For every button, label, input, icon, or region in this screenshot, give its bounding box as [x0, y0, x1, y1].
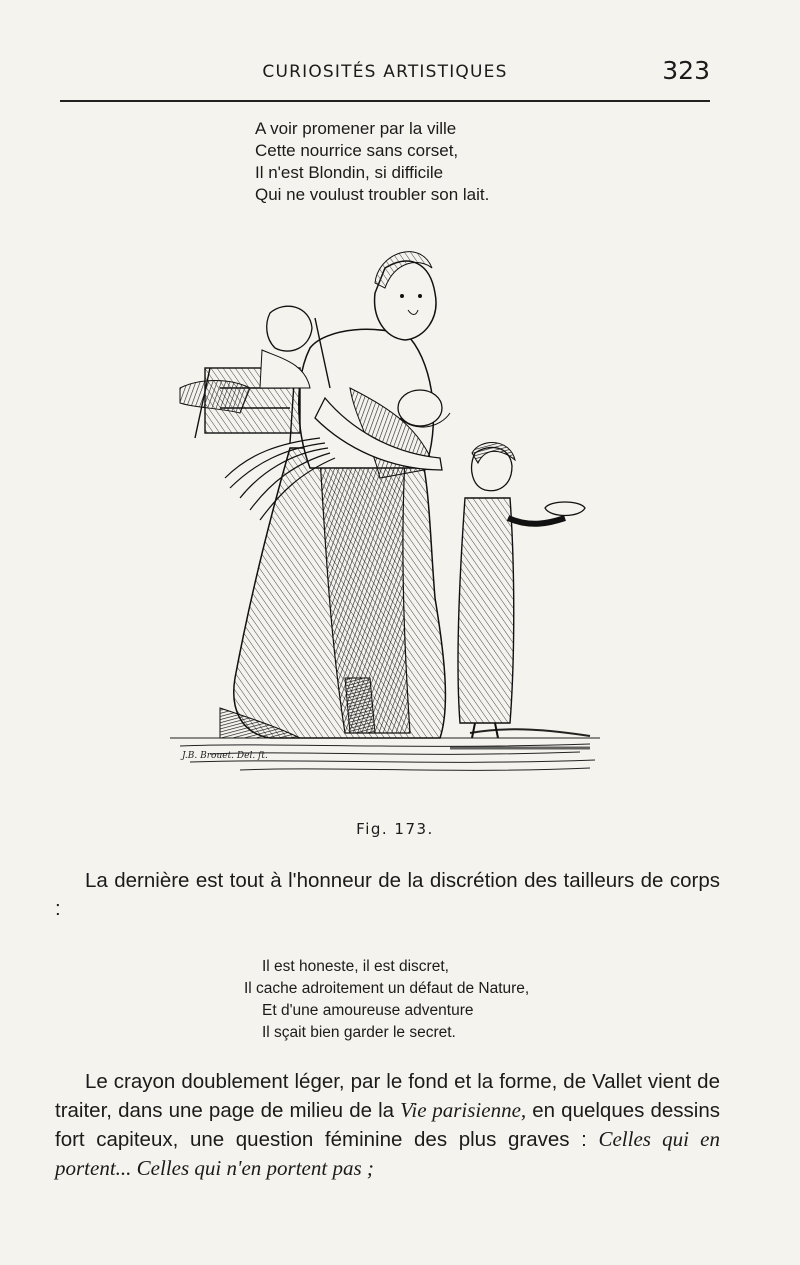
verse-line: Il n'est Blondin, si difficile: [255, 163, 444, 182]
verse-line: A voir promener par la ville: [255, 119, 457, 138]
child-in-chair-head: [267, 306, 312, 351]
running-head: [60, 56, 710, 90]
figure-caption: Fig. 173.: [356, 820, 434, 838]
alms-bowl: [545, 502, 585, 516]
paragraph-2-text-2: en quelques dessins fort capiteux, une question féminine des plus graves :: [55, 1099, 720, 1151]
verse-bottom: [244, 956, 530, 1044]
verse-line: Et d'une amoureuse adventure: [262, 1002, 474, 1019]
nurse-with-children-engraving: [150, 238, 610, 798]
infant: [398, 390, 442, 426]
running-title: CURIOSITÉS ARTISTIQUES: [262, 62, 508, 82]
verse-line: Il cache adroitement un défaut de Nature,: [244, 980, 530, 997]
engraver-signature: J.B. Brouet. Del. ft.: [182, 751, 268, 761]
verse-line: Il est honeste, il est discret,: [262, 958, 449, 975]
page-number: 323: [662, 56, 710, 85]
paragraph-1: La dernière est tout à l'honneur de la discrétion des tailleurs de corps :: [55, 869, 720, 920]
dress-fold: [345, 678, 375, 733]
girl-dress: [458, 498, 514, 723]
paragraph-2-text: Le crayon doublement léger, par le fond et la forme, de Vallet vient de traiter, dans une page de milieu de la: [55, 1070, 720, 1122]
italic-title: Vie parisienne,: [400, 1098, 527, 1122]
child-legs: [180, 381, 250, 414]
verse-line: Cette nourrice sans corset,: [255, 141, 459, 160]
verse-line: Il sçait bien garder le secret.: [262, 1024, 456, 1041]
italic-quote: Celles qui en portent... Celles qui n'en portent pas ;: [55, 1127, 720, 1180]
verse-top: [255, 118, 489, 206]
header-rule: [60, 100, 710, 102]
paragraph-2: [55, 1068, 720, 1183]
engraving-illustration: [150, 238, 610, 798]
verse-line: Qui ne voulust troubler son lait.: [255, 185, 490, 204]
